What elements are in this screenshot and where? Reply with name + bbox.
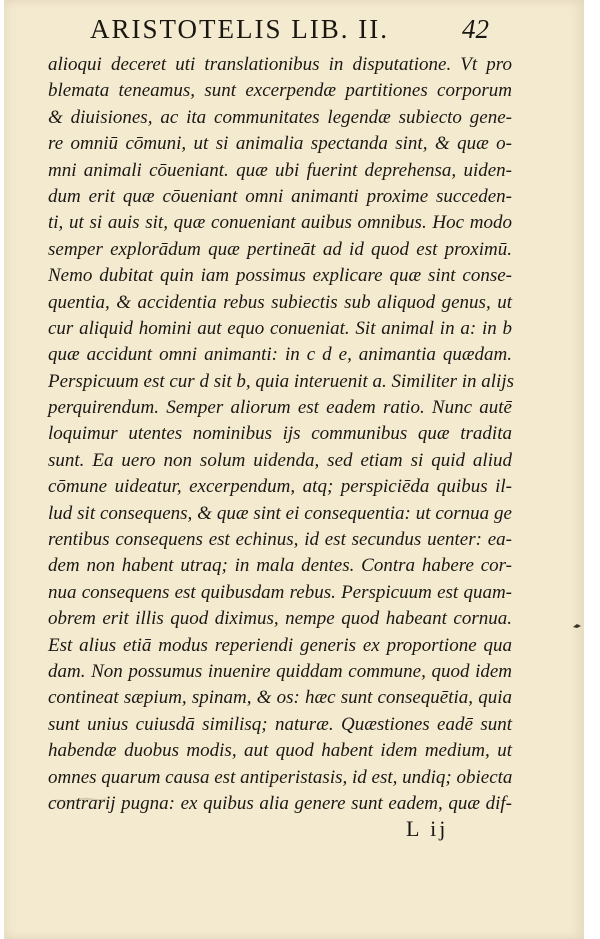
text-line: lud sit consequens, & quæ sint ei consequentia: ut cornua ge: [48, 502, 512, 524]
text-line: Perspicuum est cur d sit b, quia interuenit a. Similiter in alijs: [48, 370, 515, 392]
text-line: blemata teneamus, sunt excerpendæ partitiones corporum: [48, 80, 512, 102]
text-line: Est alius etiā modus reperiendi generis ex proportione qua: [48, 634, 512, 656]
text-line: nua consequens est quibusdam rebus. Perspicuum est quam-: [48, 581, 512, 603]
text-line: & diuisiones, ac ita communitates legendæ subiecto gene-: [48, 106, 512, 128]
book-page: [4, 0, 584, 939]
text-line: ti, ut si auis sit, quæ conueniant auibus omnibus. Hoc modo: [48, 212, 512, 234]
text-line: re omniū cōmuni, ut si animalia spectanda sint, & quæ o-: [48, 133, 512, 155]
text-line: dem non habent utraq; in mala dentes. Contra habere cor-: [48, 555, 512, 577]
text-line: alioqui deceret uti translationibus in disputatione. Vt pro: [48, 54, 512, 75]
text-line: quentia, & accidentia rebus subiectis sub aliquod genus, ut: [48, 291, 512, 313]
body-text: [48, 52, 515, 817]
text-line: contrarij pugna: ex quibus alia genere sunt eadem, quæ dif-: [48, 792, 512, 814]
page-number: 42: [462, 14, 489, 44]
text-line: omnes quarum causa est antiperistasis, id est, undiq; obiecta: [48, 766, 513, 788]
page-header: [4, 8, 584, 48]
text-line: mni animali cōueniant. quæ ubi fuerint deprehensa, uiden-: [48, 159, 512, 181]
text-line: dum erit quæ cōueniant omni animanti proxime succeden-: [48, 185, 512, 207]
signature-mark: L ij: [406, 816, 449, 841]
text-line: cōmune uideatur, excerpendum, atq; perspiciēda quibus il-: [48, 476, 512, 498]
text-line: dam. Non possumus inuenire quiddam commune, quod idem: [48, 660, 512, 682]
text-line: quæ accidunt omni animanti: in c d e, animantia quædam.: [48, 344, 512, 366]
text-line: contineat sæpium, spinam, & os: hæc sunt consequētia, quia: [48, 687, 512, 709]
text-line: loquimur utentes nominibus ijs communibus quæ tradita: [48, 423, 512, 445]
text-line: habendæ duobus modis, aut quod habent idem medium, ut: [48, 740, 512, 762]
ink-offset-smudge: [48, 794, 108, 808]
text-line: sunt. Ea uero non solum uidenda, sed etiam si quid aliud: [48, 449, 512, 471]
margin-pen-mark: [572, 622, 582, 630]
text-line: sunt unius cuiusdā similisq; naturæ. Quæstiones eadē sunt: [48, 713, 512, 735]
running-head: ARISTOTELIS LIB. II.: [90, 14, 389, 44]
text-line: rentibus consequens est echinus, id est secundus uenter: ea-: [48, 529, 512, 551]
text-line: Nemo dubitat quin iam possimus explicare quæ sint conse-: [48, 265, 512, 287]
text-line: obrem erit illis quod diximus, nempe quod habeant cornua.: [48, 608, 512, 630]
text-line: cur aliquid homini aut equo conueniat. Sit animal in a: in b: [48, 317, 512, 339]
text-line: perquirendum. Semper aliorum est eadem ratio. Nunc autē: [48, 397, 512, 419]
text-line: semper explorādum quæ pertineāt ad id quod est proximū.: [48, 238, 512, 260]
